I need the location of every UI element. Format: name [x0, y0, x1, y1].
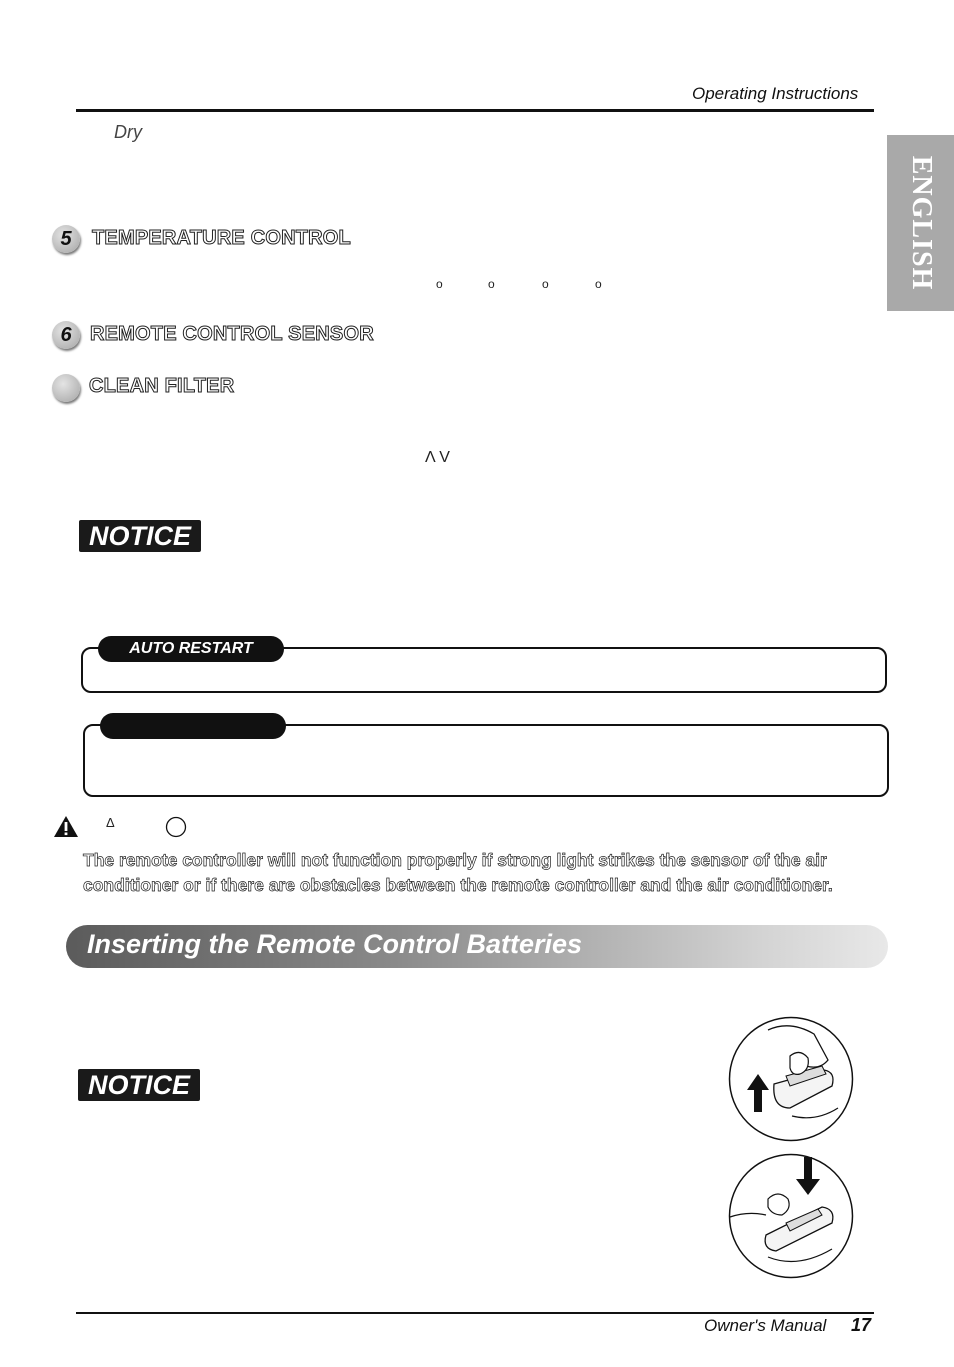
page-header-title: Operating Instructions — [692, 84, 859, 103]
header-rule — [76, 109, 874, 112]
language-tab-label: ENGLISH — [905, 155, 937, 291]
auto-restart-label: AUTO RESTART — [98, 636, 284, 662]
warning-triangle-icon — [53, 815, 79, 838]
section-banner-title: Inserting the Remote Control Batteries — [87, 929, 583, 959]
section-banner — [66, 925, 888, 968]
language-tab — [887, 135, 954, 311]
section-number-badge: 5 — [52, 225, 80, 253]
section-heading-temperature-control: TEMPERATURE CONTROL — [92, 227, 351, 249]
notice-label: NOTICE — [79, 520, 201, 552]
dry-mode-label: Dry — [114, 122, 142, 142]
degree-symbol: o — [488, 277, 495, 291]
section-number-badge: 6 — [52, 321, 80, 349]
page-number: 17 — [851, 1315, 872, 1335]
battery-insert-icon — [728, 1153, 854, 1279]
footer-rule — [76, 1312, 874, 1314]
footer-manual-label: Owner's Manual — [704, 1316, 827, 1335]
section-heading-clean-filter: CLEAN FILTER — [89, 375, 235, 397]
notice-label: NOTICE — [78, 1069, 200, 1101]
warning-text: The remote controller will not function properly if strong light strikes the sensor of the air conditioner or if there are obstacles between the remote controller and the air conditioner. — [83, 850, 833, 895]
small-delta-symbol: Δ — [106, 815, 115, 830]
section-number-badge — [52, 374, 80, 402]
circle-symbol-icon — [165, 816, 187, 838]
degree-symbol: o — [542, 277, 549, 291]
section-heading-remote-control-sensor: REMOTE CONTROL SENSOR — [90, 323, 374, 345]
up-down-arrows: Λ V — [425, 449, 450, 466]
degree-symbol: o — [595, 277, 602, 291]
info-box-label — [100, 713, 286, 739]
degree-symbol: o — [436, 277, 443, 291]
battery-cover-open-icon — [728, 1016, 854, 1142]
